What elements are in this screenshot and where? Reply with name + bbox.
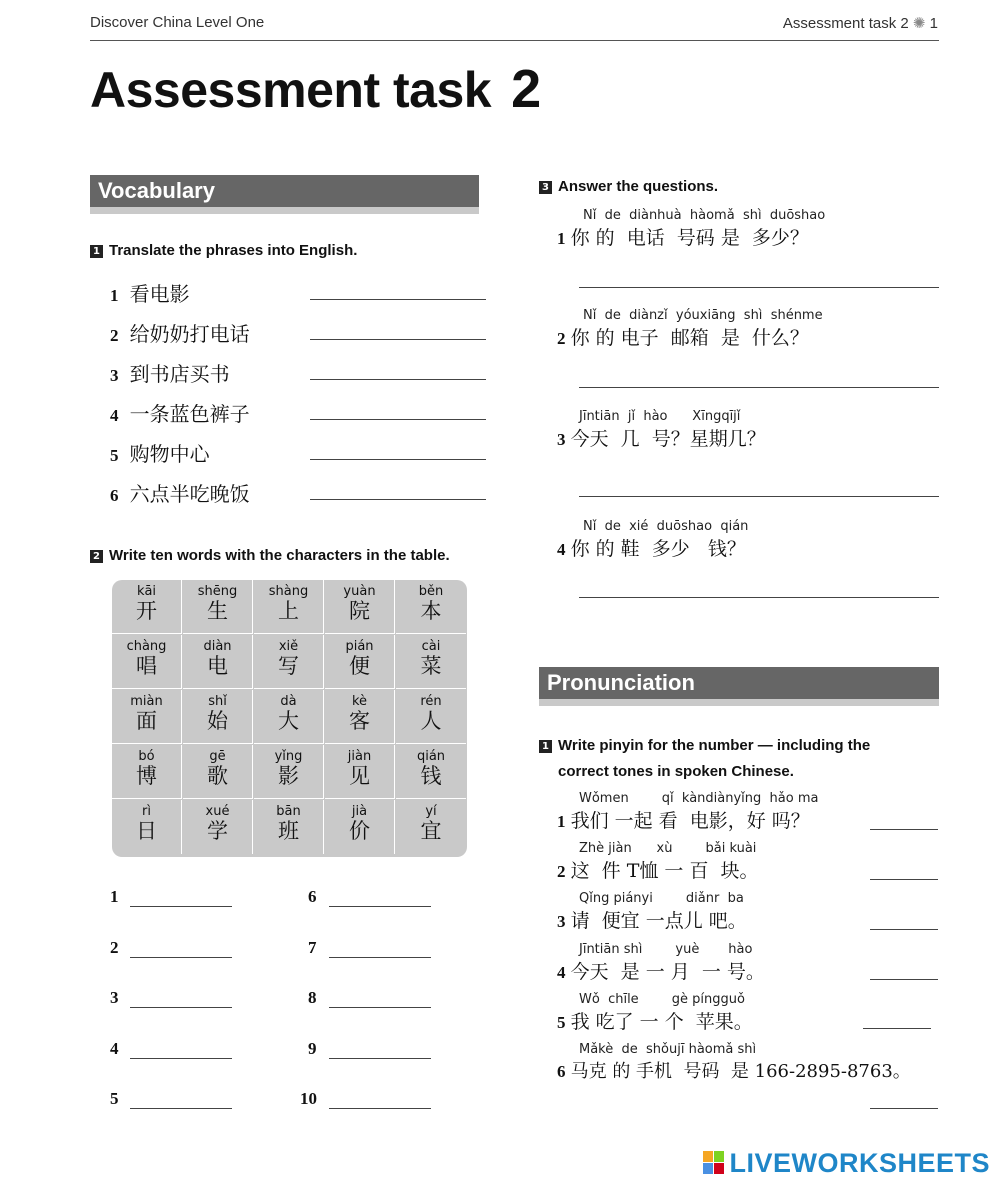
cell-pinyin: cài — [421, 639, 441, 654]
list-item — [557, 942, 942, 984]
cell-character: 客 — [349, 709, 370, 733]
cell-character: 大 — [278, 709, 299, 733]
answer-line[interactable] — [579, 387, 939, 388]
cell-character: 钱 — [420, 764, 442, 788]
question-text-continued: correct tones in spoken Chinese. — [558, 763, 794, 780]
cell-character: 便 — [349, 654, 370, 678]
table-cell — [254, 745, 324, 799]
item-number: 1 — [557, 229, 566, 248]
blank-item — [110, 1039, 119, 1059]
cell-pinyin: chàng — [126, 639, 167, 654]
question-chinese: 今天 几 号？星期几？ — [570, 428, 766, 450]
sentence-pinyin: Zhè jiàn xù bǎi kuài — [579, 841, 757, 856]
phrase-chinese: 六点半吃晚饭 — [129, 482, 250, 506]
vocab-question-1 — [90, 240, 357, 259]
item-number: 4 — [557, 963, 566, 982]
band-underline — [539, 699, 939, 706]
blank-number: 8 — [308, 988, 317, 1007]
item-number: 1 — [110, 286, 119, 305]
cell-pinyin: bó — [138, 749, 155, 764]
question-chinese: 你 的 电子 邮箱 是 什么？ — [570, 327, 809, 349]
cell-character: 班 — [278, 819, 299, 843]
blank-number: 6 — [308, 887, 317, 906]
list-item — [557, 519, 942, 561]
table-cell — [254, 690, 324, 744]
table-cell — [183, 580, 253, 634]
cell-character: 宜 — [420, 819, 442, 843]
cell-character: 始 — [207, 709, 228, 733]
cell-pinyin: yí — [425, 804, 437, 819]
list-item — [110, 358, 490, 388]
blank-item — [308, 887, 317, 907]
sentence-chinese: 我们 一起 看 电影，好 吗？ — [570, 810, 810, 832]
item-number: 2 — [557, 862, 566, 881]
cell-pinyin: qián — [416, 749, 446, 764]
blank-item — [110, 988, 119, 1008]
cell-character: 院 — [349, 599, 370, 623]
blank-number: 2 — [110, 938, 119, 957]
sentence-chinese: 这 件 T恤 一 百 块。 — [570, 860, 759, 882]
cell-character: 日 — [136, 819, 157, 843]
answer-line[interactable] — [310, 419, 486, 420]
answer-line[interactable] — [310, 459, 486, 460]
phrase-chinese: 看电影 — [129, 282, 190, 306]
answer-line[interactable] — [329, 957, 431, 958]
item-number: 3 — [557, 912, 566, 931]
answer-line[interactable] — [329, 1108, 431, 1109]
phrase-chinese: 一条蓝色裤子 — [129, 402, 250, 426]
question-number: 3 — [539, 181, 552, 194]
item-number: 3 — [557, 430, 566, 449]
blank-number: 10 — [300, 1089, 317, 1108]
sentence-chinese: 今天 是 一 月 一 号。 — [570, 961, 765, 983]
cell-character: 本 — [420, 599, 442, 623]
answer-line[interactable] — [310, 299, 486, 300]
answer-questions-list — [557, 208, 942, 608]
answer-line[interactable] — [130, 906, 232, 907]
table-cell — [325, 745, 395, 799]
question-pinyin: Jīntiān jǐ hào Xīngqījǐ — [579, 409, 741, 424]
list-item — [557, 841, 942, 883]
logo-text: LIVEWORKSHEETS — [729, 1148, 990, 1178]
cell-pinyin: kè — [351, 694, 368, 709]
table-cell — [183, 635, 253, 689]
table-cell — [325, 690, 395, 744]
vocabulary-heading: Vocabulary — [90, 175, 479, 207]
question-text: Write pinyin for the number — including the — [558, 737, 871, 754]
answer-line[interactable] — [870, 979, 938, 980]
table-cell — [396, 635, 466, 689]
cell-character: 上 — [278, 599, 299, 623]
question-text: Answer the questions. — [558, 178, 719, 195]
list-item — [557, 891, 942, 933]
table-cell — [396, 745, 466, 799]
cell-character: 人 — [420, 709, 442, 733]
header-rule — [90, 40, 939, 41]
cell-pinyin: yuàn — [343, 584, 376, 599]
cell-character: 歌 — [207, 764, 228, 788]
blank-number: 7 — [308, 938, 317, 957]
item-number: 6 — [557, 1062, 566, 1081]
sentence-chinese: 请 便宜 一点儿 吧。 — [570, 910, 747, 932]
table-cell — [183, 745, 253, 799]
table-cell — [112, 635, 182, 689]
cell-character: 唱 — [136, 654, 157, 678]
phrase-chinese: 给奶奶打电话 — [129, 322, 250, 346]
answer-line[interactable] — [863, 1028, 931, 1029]
table-cell — [325, 800, 395, 854]
table-cell — [396, 580, 466, 634]
blank-number: 1 — [110, 887, 119, 906]
cell-pinyin: rén — [420, 694, 442, 709]
table-cell — [112, 690, 182, 744]
table-cell — [325, 635, 395, 689]
sentence-pinyin: Mǎkè de shǒujī hàomǎ shì — [579, 1042, 757, 1057]
list-item — [110, 278, 490, 308]
pronunciation-section-header — [539, 667, 939, 706]
cell-pinyin: bān — [276, 804, 301, 819]
cell-character: 学 — [207, 819, 228, 843]
cell-pinyin: dà — [280, 694, 297, 709]
item-number: 6 — [110, 486, 119, 505]
cell-pinyin: diàn — [203, 639, 232, 654]
blank-number: 4 — [110, 1039, 119, 1058]
cell-character: 价 — [349, 819, 370, 843]
list-item — [110, 438, 490, 468]
blank-item — [110, 938, 119, 958]
question-number: 1 — [90, 245, 103, 258]
answer-line[interactable] — [870, 879, 938, 880]
liveworksheets-logo — [703, 1148, 990, 1179]
list-item — [110, 478, 490, 508]
table-cell — [112, 580, 182, 634]
item-number: 1 — [557, 812, 566, 831]
answer-line[interactable] — [130, 1058, 232, 1059]
cell-pinyin: pián — [345, 639, 374, 654]
vocab-question-3 — [539, 176, 718, 195]
cell-pinyin: jiàn — [347, 749, 372, 764]
list-item — [557, 791, 942, 833]
answer-line[interactable] — [130, 1007, 232, 1008]
sentence-pinyin: Qǐng piányi diǎnr ba — [579, 891, 744, 906]
cell-character: 博 — [136, 764, 157, 788]
blank-item — [308, 988, 317, 1008]
item-number: 3 — [110, 366, 119, 385]
cell-character: 影 — [278, 764, 299, 788]
answer-line[interactable] — [870, 829, 938, 830]
blank-number: 5 — [110, 1089, 119, 1108]
item-number: 5 — [557, 1013, 566, 1032]
item-number: 2 — [110, 326, 119, 345]
cell-pinyin: shàng — [268, 584, 309, 599]
cell-pinyin: shēng — [197, 584, 238, 599]
cell-character: 电 — [207, 654, 228, 678]
question-number: 2 — [90, 550, 103, 563]
answer-line[interactable] — [130, 1108, 232, 1109]
phrase-chinese: 购物中心 — [129, 442, 210, 466]
word-blanks — [110, 887, 450, 1127]
table-cell — [325, 580, 395, 634]
sentence-chinese: 我 吃了 一 个 苹果。 — [570, 1011, 753, 1033]
page-title-text: Assessment task — [90, 62, 492, 118]
item-number: 4 — [110, 406, 119, 425]
blank-item — [308, 1039, 317, 1059]
list-item — [110, 398, 490, 428]
answer-line[interactable] — [310, 339, 486, 340]
question-chinese: 你 的 鞋 多少 钱？ — [570, 538, 746, 560]
cell-pinyin: shǐ — [208, 694, 227, 709]
answer-line[interactable] — [329, 906, 431, 907]
table-cell — [396, 800, 466, 854]
item-number: 4 — [557, 540, 566, 559]
cell-pinyin: rì — [142, 804, 151, 819]
answer-line[interactable] — [579, 597, 939, 598]
header-task-label: Assessment task 2 — [782, 15, 913, 32]
table-cell — [254, 800, 324, 854]
page-title — [90, 58, 541, 120]
cell-character: 菜 — [420, 654, 442, 678]
answer-line[interactable] — [579, 496, 939, 497]
sentence-pinyin: Jīntiān shì yuè hào — [579, 942, 753, 957]
gear-icon: ✺ — [912, 15, 926, 32]
cell-pinyin: miàn — [130, 694, 163, 709]
item-number: 2 — [557, 329, 566, 348]
page-title-number: 2 — [511, 59, 541, 119]
cell-pinyin: gē — [209, 749, 226, 764]
blank-item — [308, 938, 317, 958]
answer-line[interactable] — [310, 379, 486, 380]
answer-line[interactable] — [329, 1058, 431, 1059]
cell-pinyin: xué — [205, 804, 230, 819]
list-item — [110, 318, 490, 348]
pronunciation-heading: Pronunciation — [539, 667, 939, 699]
cell-pinyin: xiě — [278, 639, 299, 654]
header-page-info — [783, 14, 938, 32]
list-item — [557, 208, 942, 250]
answer-line[interactable] — [130, 957, 232, 958]
vocab-question-2 — [90, 545, 450, 564]
question-text: Write ten words with the characters in the table. — [109, 547, 450, 564]
header-page-number: 1 — [929, 15, 938, 32]
table-cell — [183, 690, 253, 744]
logo-blocks-icon — [703, 1151, 725, 1175]
question-chinese: 你 的 电话 号码 是 多少？ — [570, 227, 809, 249]
table-cell — [396, 690, 466, 744]
table-cell — [112, 745, 182, 799]
sentence-pinyin: Wǒmen qǐ kàndiànyǐng hǎo ma — [579, 791, 819, 806]
blank-number: 3 — [110, 988, 119, 1007]
blank-item — [110, 887, 119, 907]
blank-number: 9 — [308, 1039, 317, 1058]
cell-character: 写 — [278, 654, 299, 678]
table-cell — [183, 800, 253, 854]
table-cell — [112, 800, 182, 854]
header-book-title: Discover China Level One — [90, 14, 265, 31]
answer-line[interactable] — [329, 1007, 431, 1008]
item-number: 5 — [110, 446, 119, 465]
cell-pinyin: běn — [418, 584, 444, 599]
phrase-chinese: 到书店买书 — [129, 362, 230, 386]
answer-line[interactable] — [579, 287, 939, 288]
band-underline — [90, 207, 479, 214]
question-pinyin: Nǐ de xié duōshao qián — [583, 519, 749, 534]
question-number: 1 — [539, 740, 552, 753]
character-table — [112, 580, 467, 857]
vocabulary-section-header — [90, 175, 479, 214]
cell-pinyin: yǐng — [274, 749, 303, 764]
pronunciation-list — [557, 791, 942, 1121]
cell-pinyin: kāi — [136, 584, 157, 599]
cell-character: 面 — [136, 709, 157, 733]
sentence-pinyin: Wǒ chīle gè píngguǒ — [579, 992, 745, 1007]
sentence-chinese: 马克 的 手机 号码 是 166-2895-8763。 — [570, 1061, 911, 1082]
cell-character: 见 — [349, 764, 370, 788]
cell-character: 生 — [207, 599, 228, 623]
table-cell — [254, 635, 324, 689]
question-pinyin: Nǐ de diànhuà hàomǎ shì duōshao — [583, 208, 826, 223]
answer-line[interactable] — [870, 929, 938, 930]
pronunciation-question-1 — [539, 732, 939, 784]
list-item — [557, 409, 942, 451]
question-text: Translate the phrases into English. — [109, 242, 358, 259]
cell-character: 开 — [136, 599, 157, 623]
cell-pinyin: jià — [351, 804, 368, 819]
list-item — [557, 308, 942, 350]
question-pinyin: Nǐ de diànzǐ yóuxiāng shì shénme — [583, 308, 823, 323]
list-item — [557, 1042, 942, 1083]
blank-item — [110, 1089, 119, 1109]
blank-item — [300, 1089, 317, 1109]
answer-line[interactable] — [870, 1108, 938, 1109]
table-cell — [254, 580, 324, 634]
answer-line[interactable] — [310, 499, 486, 500]
